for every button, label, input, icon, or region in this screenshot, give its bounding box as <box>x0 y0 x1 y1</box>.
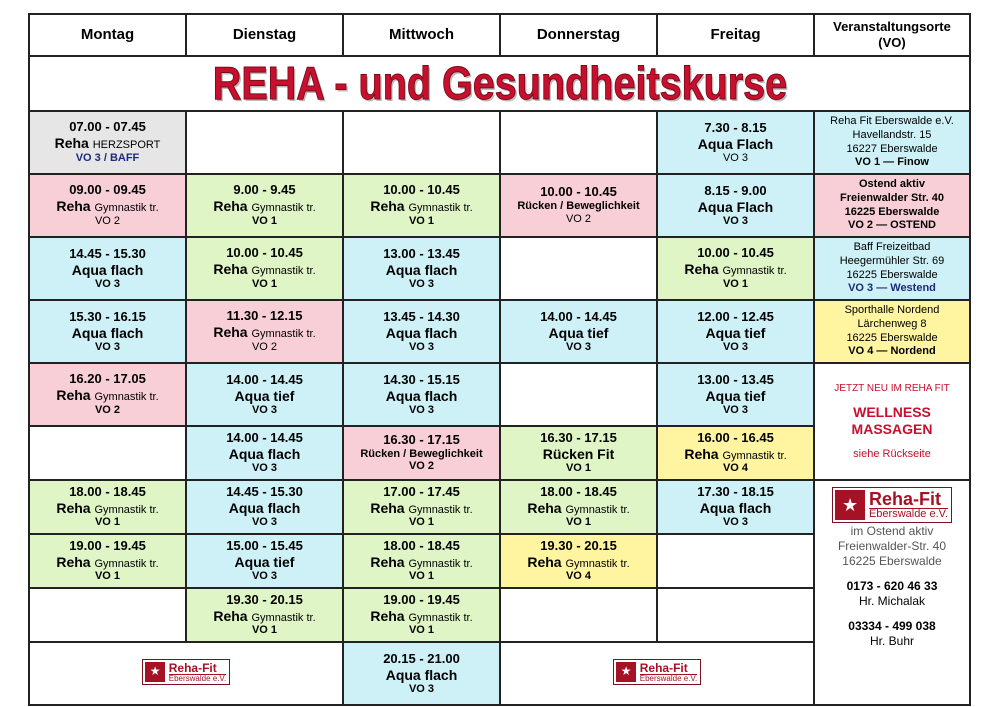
course-venue-code: VO 3 <box>251 462 278 475</box>
course-name <box>30 135 185 152</box>
empty-cell <box>500 111 657 174</box>
course-subtitle: Gymnastik tr. <box>722 265 787 278</box>
header-tuesday: Dienstag <box>186 14 343 56</box>
contact-address-line: 16225 Eberswalde <box>842 554 942 568</box>
course-title: Reha <box>527 553 562 570</box>
course-cell <box>29 111 186 174</box>
venue-code: VO 4 — Nordend <box>848 345 936 358</box>
course-subtitle: HERZSPORT <box>92 139 161 152</box>
reha-fit-logo <box>613 659 702 685</box>
course-cell <box>29 300 186 363</box>
course-subtitle: Gymnastik tr. <box>94 503 159 516</box>
empty-cell <box>29 588 186 642</box>
course-venue-code: VO 2 <box>408 460 435 473</box>
course-venue-code: VO 1 <box>251 277 278 290</box>
course-name <box>344 325 499 341</box>
empty-cell <box>29 426 186 480</box>
course-time: 16.00 - 16.45 <box>697 429 774 445</box>
course-cell <box>343 642 500 705</box>
course-title: Reha <box>56 198 91 215</box>
course-name <box>30 554 185 571</box>
schedule-row <box>29 300 970 363</box>
course-title: Reha <box>56 553 91 570</box>
course-name <box>187 608 342 625</box>
course-name <box>187 446 342 462</box>
course-time: 20.15 - 21.00 <box>383 650 460 666</box>
course-time: 18.00 - 18.45 <box>69 483 146 499</box>
venue-header-line2: (VO) <box>878 35 906 50</box>
course-venue-code: VO 1 <box>408 516 435 529</box>
venue-cell <box>814 174 970 237</box>
course-title: Aqua tief <box>705 387 766 404</box>
course-cell <box>343 480 500 534</box>
course-venue-code: VO 1 <box>408 570 435 583</box>
title-row <box>29 56 970 111</box>
logo-cell <box>500 642 814 705</box>
course-cell <box>186 534 343 588</box>
course-subtitle: Gymnastik tr. <box>408 611 473 624</box>
course-venue-code: VO 3 <box>251 403 278 416</box>
course-venue-code: VO 2 <box>94 403 121 416</box>
course-title: Reha <box>370 607 405 624</box>
course-cell <box>500 174 657 237</box>
course-time: 8.15 - 9.00 <box>704 182 767 198</box>
course-subtitle: Gymnastik tr. <box>408 557 473 570</box>
course-venue-code: VO 1 <box>251 214 278 227</box>
course-subtitle: Gymnastik tr. <box>251 611 316 624</box>
course-cell <box>500 300 657 363</box>
course-title: Aqua Flach <box>697 198 774 215</box>
empty-cell <box>500 237 657 300</box>
course-venue-code: VO 3 <box>251 570 278 583</box>
course-time: 19.30 - 20.15 <box>226 591 303 607</box>
course-name <box>658 325 813 341</box>
header-friday: Freitag <box>657 14 814 56</box>
course-title: Aqua flach <box>385 666 458 683</box>
course-name <box>30 325 185 341</box>
course-venue-code: VO 3 <box>251 516 278 529</box>
course-time: 14.45 - 15.30 <box>226 484 303 500</box>
empty-cell <box>657 588 814 642</box>
course-venue-code: VO 1 <box>565 462 592 475</box>
course-venue-code: VO 1 <box>251 624 278 637</box>
contact-address-line: Freienwalder-Str. 40 <box>837 539 947 553</box>
course-name <box>658 261 813 278</box>
venue-cell <box>814 111 970 174</box>
course-title: Aqua tief <box>705 324 766 341</box>
course-time: 13.00 - 13.45 <box>383 245 460 261</box>
course-venue-code: VO 3 <box>408 403 435 416</box>
course-name <box>658 500 813 516</box>
course-name <box>344 262 499 278</box>
course-title: Rücken / Beweglichkeit <box>517 200 640 213</box>
venue-line: Freienwalder Str. 40 <box>840 191 944 204</box>
reha-fit-logo <box>832 487 952 523</box>
runner-icon: ★ <box>616 662 636 682</box>
logo-name: Reha-Fit <box>168 660 217 675</box>
course-name <box>187 388 342 404</box>
course-title: Reha <box>684 445 719 462</box>
course-name <box>501 500 656 517</box>
course-name <box>30 387 185 404</box>
venue-line: 16227 Eberswalde <box>846 142 938 155</box>
course-venue-code: VO 3 <box>722 214 749 227</box>
course-venue-code: VO 3 <box>408 340 435 353</box>
page-title: REHA - und Gesundheitskurse <box>212 57 787 110</box>
venue-cell <box>814 300 970 363</box>
course-venue-code: VO 3 <box>722 340 749 353</box>
course-title: Reha <box>213 324 248 341</box>
runner-icon: ★ <box>835 490 865 520</box>
course-name <box>187 261 342 278</box>
schedule-row <box>29 363 970 426</box>
header-monday: Montag <box>29 14 186 56</box>
course-venue-code: VO 4 <box>722 462 749 475</box>
venue-code: VO 3 — Westend <box>848 282 936 295</box>
header-thursday: Donnerstag <box>500 14 657 56</box>
venue-line: Baff Freizeitbad <box>853 241 931 253</box>
course-schedule-table <box>28 13 971 706</box>
logo-name: Reha-Fit <box>868 489 941 509</box>
course-name <box>658 446 813 463</box>
course-time: 17.00 - 17.45 <box>383 483 460 499</box>
venue-line: Havellandstr. 15 <box>852 128 932 141</box>
course-cell <box>186 363 343 426</box>
course-cell <box>657 426 814 480</box>
course-title: Reha <box>213 198 248 215</box>
course-title: Aqua tief <box>234 387 295 404</box>
course-cell <box>343 588 500 642</box>
venue-line: 16225 Eberswalde <box>844 205 940 218</box>
course-cell <box>186 426 343 480</box>
course-venue-code: VO 1 <box>408 624 435 637</box>
course-name <box>344 500 499 517</box>
course-title: Aqua flach <box>385 324 458 341</box>
course-time: 09.00 - 09.45 <box>69 182 146 198</box>
course-title: Reha <box>370 198 405 215</box>
course-time: 14.00 - 14.45 <box>540 308 617 324</box>
course-title: Aqua tief <box>548 324 609 341</box>
contact-name: Hr. Michalak <box>858 594 926 608</box>
course-title: Reha <box>56 499 91 516</box>
course-cell <box>29 480 186 534</box>
course-time: 19.30 - 20.15 <box>540 537 617 553</box>
course-name <box>30 262 185 278</box>
course-cell <box>186 237 343 300</box>
course-title: Aqua flach <box>699 500 772 517</box>
course-venue-code: VO 2 <box>251 340 278 353</box>
course-venue-code: VO 3 <box>94 277 121 290</box>
course-time: 10.00 - 10.45 <box>383 182 460 198</box>
course-name <box>344 448 499 461</box>
course-cell <box>186 480 343 534</box>
contact-address-line: im Ostend aktiv <box>850 524 934 538</box>
empty-cell <box>500 363 657 426</box>
course-name <box>187 324 342 341</box>
course-title: Reha <box>56 387 91 404</box>
course-title: Aqua flach <box>228 446 301 463</box>
contact-cell <box>814 480 970 705</box>
course-name <box>658 388 813 404</box>
course-title: Reha <box>527 499 562 516</box>
course-subtitle: Gymnastik tr. <box>565 557 630 570</box>
course-cell <box>29 237 186 300</box>
course-title: Aqua flach <box>385 387 458 404</box>
course-venue-code: VO 3 / BAFF <box>75 151 140 164</box>
course-cell <box>657 174 814 237</box>
course-name <box>344 608 499 625</box>
contact-phone: 03334 - 499 038 <box>848 619 936 633</box>
course-cell <box>500 534 657 588</box>
course-subtitle: Gymnastik tr. <box>94 391 159 404</box>
empty-cell <box>343 111 500 174</box>
course-subtitle: Gymnastik tr. <box>408 202 473 215</box>
course-title: Reha <box>370 499 405 516</box>
venue-code: VO 2 — OSTEND <box>847 219 937 232</box>
course-cell <box>657 111 814 174</box>
course-cell <box>29 174 186 237</box>
course-time: 11.30 - 12.15 <box>226 308 303 324</box>
course-cell <box>343 237 500 300</box>
course-venue-code: VO 3 <box>722 403 749 416</box>
venue-code: VO 1 — Finow <box>855 156 929 169</box>
runner-icon: ★ <box>145 662 165 682</box>
course-venue-code: VO 3 <box>722 151 749 164</box>
course-venue-code: VO 1 <box>94 516 121 529</box>
course-time: 15.00 - 15.45 <box>226 538 303 554</box>
course-cell <box>343 426 500 480</box>
course-title: Reha <box>213 607 248 624</box>
course-name <box>658 136 813 152</box>
course-name <box>30 198 185 215</box>
course-venue-code: VO 1 <box>408 214 435 227</box>
schedule-row <box>29 480 970 534</box>
course-name <box>187 500 342 516</box>
course-time: 10.00 - 10.45 <box>226 245 303 261</box>
course-venue-code: VO 3 <box>722 516 749 529</box>
promo-note: siehe Rückseite <box>853 447 931 460</box>
course-time: 13.00 - 13.45 <box>697 371 774 387</box>
course-cell <box>343 174 500 237</box>
course-cell <box>657 237 814 300</box>
course-time: 14.00 - 14.45 <box>226 371 303 387</box>
course-time: 15.30 - 16.15 <box>69 308 146 324</box>
course-venue-code: VO 2 <box>94 214 121 227</box>
course-subtitle: Gymnastik tr. <box>722 449 787 462</box>
course-cell <box>186 300 343 363</box>
course-venue-code: VO 3 <box>94 340 121 353</box>
course-venue-code: VO 2 <box>565 212 592 225</box>
course-time: 19.00 - 19.45 <box>383 591 460 607</box>
course-subtitle: Gymnastik tr. <box>94 557 159 570</box>
empty-cell <box>500 588 657 642</box>
venue-cell <box>814 237 970 300</box>
course-title: Aqua flach <box>385 261 458 278</box>
course-subtitle: Gymnastik tr. <box>251 202 316 215</box>
promo-cell <box>814 363 970 480</box>
course-venue-code: VO 4 <box>565 570 592 583</box>
course-cell <box>29 534 186 588</box>
course-cell <box>657 363 814 426</box>
course-name <box>344 667 499 683</box>
header-venues <box>814 14 970 56</box>
course-time: 17.30 - 18.15 <box>697 484 774 500</box>
course-name <box>501 554 656 571</box>
venue-line: Sporthalle Nordend <box>844 304 940 316</box>
schedule-row <box>29 237 970 300</box>
course-name <box>187 554 342 570</box>
course-title: Rücken / Beweglichkeit <box>360 447 483 460</box>
course-time: 14.30 - 15.15 <box>383 371 460 387</box>
course-subtitle: Gymnastik tr. <box>408 503 473 516</box>
course-cell <box>186 588 343 642</box>
course-name <box>344 554 499 571</box>
promo-massagen: MASSAGEN <box>851 420 933 437</box>
title-cell <box>29 56 970 111</box>
course-time: 9.00 - 9.45 <box>233 182 296 198</box>
header-row <box>29 14 970 56</box>
course-time: 14.00 - 14.45 <box>226 430 303 446</box>
venue-line: Heegermühler Str. 69 <box>839 254 945 267</box>
course-name <box>501 325 656 341</box>
promo-wellness: WELLNESS <box>853 404 931 421</box>
contact-name: Hr. Buhr <box>869 634 914 648</box>
schedule-row <box>29 111 970 174</box>
course-name <box>344 198 499 215</box>
empty-cell <box>186 111 343 174</box>
course-title: Aqua flach <box>71 261 144 278</box>
course-name <box>658 199 813 215</box>
course-time: 18.00 - 18.45 <box>540 483 617 499</box>
course-title: Aqua tief <box>234 554 295 571</box>
course-time: 13.45 - 14.30 <box>383 308 460 324</box>
empty-cell <box>657 534 814 588</box>
course-cell <box>343 534 500 588</box>
course-title: Aqua Flach <box>697 135 774 152</box>
course-time: 14.45 - 15.30 <box>69 245 146 261</box>
course-cell <box>343 363 500 426</box>
course-name <box>187 198 342 215</box>
schedule-row <box>29 174 970 237</box>
course-venue-code: VO 1 <box>565 516 592 529</box>
course-time: 12.00 - 12.45 <box>697 308 774 324</box>
promo-headline: JETZT NEU IM REHA FIT <box>834 382 950 394</box>
course-venue-code: VO 3 <box>565 340 592 353</box>
course-cell <box>29 363 186 426</box>
course-subtitle: Gymnastik tr. <box>251 265 316 278</box>
course-title: Aqua flach <box>228 500 301 517</box>
course-time: 16.30 - 17.15 <box>540 430 617 446</box>
course-cell <box>500 426 657 480</box>
schedule-sheet <box>28 13 969 696</box>
course-cell <box>343 300 500 363</box>
venue-line: Lärchenweg 8 <box>857 317 927 330</box>
logo-subtitle: Eberswalde e.V. <box>868 508 949 520</box>
course-name <box>501 446 656 462</box>
venue-line: 16225 Eberswalde <box>846 331 938 344</box>
course-cell <box>186 174 343 237</box>
course-subtitle: Gymnastik tr. <box>565 503 630 516</box>
course-time: 19.00 - 19.45 <box>69 537 146 553</box>
logo-name: Reha-Fit <box>639 660 688 675</box>
course-name <box>344 388 499 404</box>
course-time: 10.00 - 10.45 <box>697 245 774 261</box>
course-subtitle: Gymnastik tr. <box>251 328 316 341</box>
course-title: Reha <box>54 135 89 152</box>
logo-subtitle: Eberswalde e.V. <box>168 673 227 683</box>
course-name <box>501 200 656 213</box>
course-venue-code: VO 3 <box>408 682 435 695</box>
course-venue-code: VO 1 <box>722 277 749 290</box>
course-cell <box>657 300 814 363</box>
course-time: 10.00 - 10.45 <box>540 184 617 200</box>
course-venue-code: VO 1 <box>94 570 121 583</box>
course-time: 07.00 - 07.45 <box>69 119 146 135</box>
course-subtitle: Gymnastik tr. <box>94 202 159 215</box>
course-cell <box>500 480 657 534</box>
course-time: 7.30 - 8.15 <box>704 119 767 135</box>
logo-subtitle: Eberswalde e.V. <box>639 673 698 683</box>
course-time: 18.00 - 18.45 <box>383 537 460 553</box>
venue-line: Reha Fit Eberswalde e.V. <box>830 115 954 127</box>
course-title: Reha <box>213 261 248 278</box>
course-name <box>30 500 185 517</box>
course-title: Rücken Fit <box>542 446 615 463</box>
venue-line: 16225 Eberswalde <box>846 268 938 281</box>
reha-fit-logo <box>142 659 231 685</box>
venue-line: Ostend aktiv <box>858 178 926 190</box>
course-title: Reha <box>370 553 405 570</box>
course-time: 16.30 - 17.15 <box>383 431 460 447</box>
course-title: Aqua flach <box>71 324 144 341</box>
course-title: Reha <box>684 261 719 278</box>
course-venue-code: VO 3 <box>408 277 435 290</box>
logo-cell <box>29 642 343 705</box>
course-cell <box>657 480 814 534</box>
header-wednesday: Mittwoch <box>343 14 500 56</box>
course-time: 16.20 - 17.05 <box>69 371 146 387</box>
contact-phone: 0173 - 620 46 33 <box>846 579 938 593</box>
venue-header-line1: Veranstaltungsorte <box>833 19 951 35</box>
